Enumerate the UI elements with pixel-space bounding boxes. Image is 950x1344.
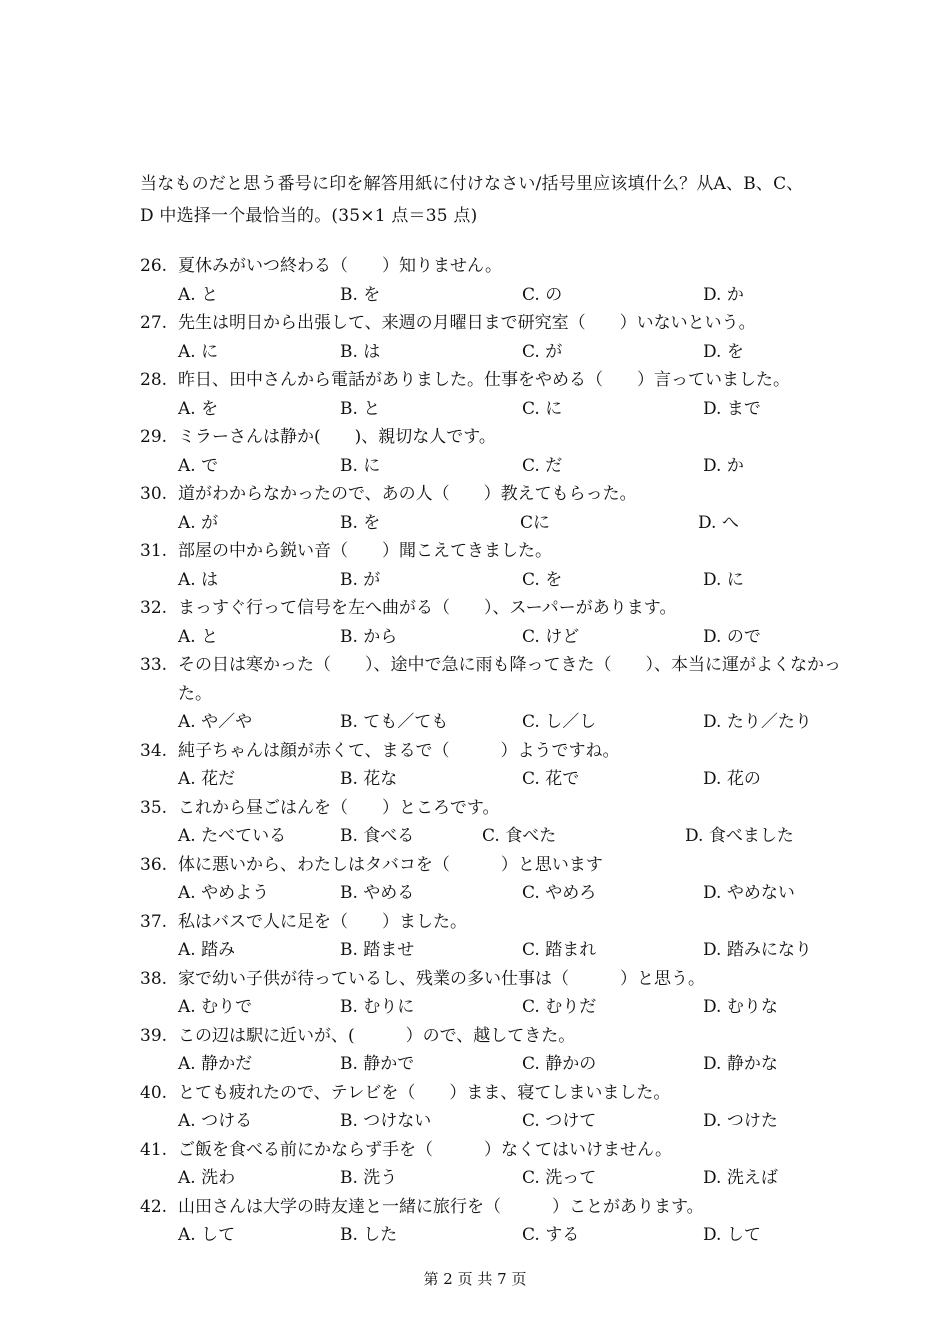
question-text: 先生は明日から出張して、来週の月曜日まで研究室（ ）いないという。 — [178, 313, 756, 333]
answer-option-c: C. 花で — [522, 769, 580, 789]
answer-option-c: C. けど — [522, 626, 580, 647]
question-text: 家で幼い子供が待っているし、残業の多い仕事は（ ）と思う。 — [178, 968, 705, 989]
answer-option-c: C. 食べた — [482, 826, 557, 846]
question-stem — [140, 908, 860, 937]
question-text: 昨日、田中さんから電話がありました。仕事をやめる（ ）言っていました。 — [178, 370, 790, 390]
question-text: ミラーさんは静か( )、親切な人です。 — [178, 427, 496, 447]
question-stem — [140, 252, 860, 281]
question-item — [140, 1022, 860, 1079]
question-list — [140, 252, 860, 1250]
answer-option-b: B. に — [340, 455, 381, 476]
answer-option-d: D. 花の — [703, 769, 761, 789]
answer-option-b: B. から — [340, 626, 398, 647]
answer-option-d: D. ので — [703, 626, 761, 647]
answer-options — [140, 1221, 860, 1250]
answer-option-a: A. や／や — [178, 712, 253, 732]
question-number: 26. — [140, 256, 168, 276]
answer-option-c: Cに — [520, 512, 551, 533]
question-item — [140, 594, 860, 651]
answer-options — [140, 452, 860, 481]
instructions — [140, 168, 860, 232]
answer-options — [140, 879, 860, 908]
answer-option-c: C. し／し — [522, 712, 597, 732]
answer-option-b: B. が — [340, 569, 381, 590]
answer-option-d: D. 踏みになり — [703, 940, 812, 960]
question-text: 体に悪いから、わたしはタバコを（ ）と思います — [178, 854, 603, 875]
question-item — [140, 537, 860, 594]
question-item — [140, 1079, 860, 1136]
answer-options — [140, 1164, 860, 1193]
question-item — [140, 423, 860, 480]
answer-option-d: D. を — [703, 341, 744, 362]
question-text: 夏休みがいつ終わる（ ）知りません。 — [178, 256, 503, 276]
question-stem — [140, 1022, 860, 1051]
answer-option-c: C. だ — [522, 455, 563, 476]
answer-option-c: C. つけて — [522, 1111, 597, 1131]
answer-options — [140, 281, 860, 310]
question-number: 37. — [140, 911, 168, 932]
answer-option-c: C. に — [522, 398, 563, 419]
answer-option-a: A. やめよう — [178, 883, 270, 903]
question-number: 34. — [140, 740, 168, 761]
answer-option-c: C. 洗って — [522, 1168, 597, 1188]
answer-option-a: A. 洗わ — [178, 1168, 236, 1188]
instructions-line-2: D 中选择一个最恰当的。(35×1 点＝35 点) — [140, 206, 478, 226]
answer-options — [140, 1107, 860, 1136]
question-item — [140, 252, 860, 309]
answer-option-a: A. 花だ — [178, 769, 236, 789]
question-stem — [140, 366, 860, 395]
answer-option-a: A. むりで — [178, 997, 253, 1017]
answer-option-a: A. に — [178, 341, 219, 362]
question-number: 33. — [140, 655, 168, 675]
answer-option-d: D. か — [703, 284, 744, 305]
question-text: とても疲れたので、テレビを（ ）まま、寝てしまいました。 — [178, 1082, 671, 1103]
question-text: 私はバスで人に足を（ ）ました。 — [178, 911, 467, 932]
answer-option-d: D. むりな — [703, 997, 778, 1017]
question-number: 39. — [140, 1025, 168, 1046]
answer-options — [140, 765, 860, 794]
answer-option-a: A. たべている — [178, 826, 287, 846]
question-item — [140, 1136, 860, 1193]
answer-option-c: C. 静かの — [522, 1054, 597, 1074]
answer-option-a: A. を — [178, 398, 219, 419]
answer-option-a: A. が — [178, 512, 219, 533]
answer-option-b: B. は — [340, 341, 381, 362]
answer-option-b: B. むりに — [340, 997, 415, 1017]
question-number: 41. — [140, 1139, 168, 1160]
answer-option-d: D. へ — [698, 512, 739, 533]
answer-option-b: B. と — [340, 398, 381, 419]
question-number: 27. — [140, 313, 168, 333]
answer-options — [140, 708, 860, 737]
question-stem — [140, 594, 860, 623]
question-text: ご飯を食べる前にかならず手を（ ）なくてはいけません。 — [178, 1139, 673, 1160]
question-item — [140, 737, 860, 794]
question-number: 42. — [140, 1196, 168, 1217]
answer-options — [140, 1050, 860, 1079]
answer-option-d: D. やめない — [703, 883, 795, 903]
question-item — [140, 794, 860, 851]
answer-option-a: A. つける — [178, 1111, 253, 1131]
answer-option-d: D. 静かな — [703, 1054, 778, 1074]
answer-option-c: C. むりだ — [522, 997, 597, 1017]
answer-option-d: D. して — [703, 1225, 761, 1245]
question-number: 29. — [140, 427, 168, 447]
answer-options — [140, 623, 860, 652]
answer-option-b: B. 踏ませ — [340, 940, 415, 960]
answer-option-a: A. と — [178, 284, 219, 305]
question-text: これから昼ごはんを（ ）ところです。 — [178, 797, 500, 818]
question-text: 道がわからなかったので、あの人（ ）教えてもらった。 — [178, 484, 637, 504]
answer-option-a: A. 静かだ — [178, 1054, 253, 1074]
answer-options — [140, 822, 860, 851]
question-stem — [140, 423, 860, 452]
question-item — [140, 1193, 860, 1250]
answer-option-d: D. まで — [703, 398, 761, 419]
answer-option-b: B. 洗う — [340, 1168, 398, 1188]
question-number: 38. — [140, 968, 168, 989]
question-stem — [140, 480, 860, 509]
answer-option-c: C. 踏まれ — [522, 940, 597, 960]
question-number: 31. — [140, 541, 168, 561]
question-text: 純子ちゃんは顔が赤くて、まるで（ ）ようですね。 — [178, 740, 620, 761]
answer-options — [140, 936, 860, 965]
answer-option-b: B. 食べる — [340, 826, 415, 846]
question-stem — [140, 309, 860, 338]
answer-options — [140, 338, 860, 367]
question-text: 山田さんは大学の時友達と一緒に旅行を（ ）ことがあります。 — [178, 1196, 704, 1217]
answer-option-c: C. する — [522, 1225, 580, 1245]
question-item — [140, 309, 860, 366]
answer-option-b: B. やめる — [340, 883, 415, 903]
answer-option-a: A. して — [178, 1225, 236, 1245]
answer-option-b: B. した — [340, 1225, 398, 1245]
answer-option-d: D. に — [703, 569, 744, 590]
answer-option-b: B. つけない — [340, 1111, 432, 1131]
question-number: 32. — [140, 598, 168, 618]
question-number: 30. — [140, 484, 168, 504]
answer-options — [140, 509, 860, 538]
question-stem — [140, 794, 860, 823]
question-item — [140, 651, 860, 737]
question-stem — [140, 1136, 860, 1165]
answer-option-d: D. つけた — [703, 1111, 778, 1131]
question-number: 35. — [140, 797, 168, 818]
answer-option-a: A. と — [178, 626, 219, 647]
answer-options — [140, 566, 860, 595]
answer-option-d: D. たり／たり — [703, 712, 812, 732]
question-stem — [140, 1079, 860, 1108]
question-stem — [140, 737, 860, 766]
answer-options — [140, 993, 860, 1022]
question-item — [140, 366, 860, 423]
question-text: その日は寒かった（ ）、途中で急に雨も降ってきた（ ）、本当に運がよくなかった。 — [178, 655, 841, 704]
question-text: 部屋の中から鋭い音（ ）聞こえてきました。 — [178, 541, 552, 561]
question-number: 40. — [140, 1082, 168, 1103]
answer-option-d: D. 食べました — [685, 826, 794, 846]
question-item — [140, 851, 860, 908]
question-item — [140, 908, 860, 965]
answer-option-b: B. 静かで — [340, 1054, 415, 1074]
answer-options — [140, 395, 860, 424]
answer-option-c: C. が — [522, 341, 563, 362]
answer-option-c: C. の — [522, 284, 563, 305]
answer-option-b: B. を — [340, 512, 381, 533]
answer-option-a: A. 踏み — [178, 940, 236, 960]
question-number: 36. — [140, 854, 168, 875]
answer-option-d: D. 洗えば — [703, 1168, 778, 1188]
instructions-line-1: 当なものだと思う番号に印を解答用紙に付けなさい/括号里应该填什么？从A、B、C、 — [140, 174, 804, 194]
question-text: この辺は駅に近いが、( ）ので、越してきた。 — [178, 1025, 576, 1046]
page-footer: 第 2 页 共 7 页 — [423, 1270, 527, 1288]
question-text: まっすぐ行って信号を左へ曲がる（ ）、スーパーがあります。 — [178, 598, 677, 618]
answer-option-c: C. やめろ — [522, 883, 597, 903]
question-number: 28. — [140, 370, 168, 390]
answer-option-a: A. は — [178, 569, 219, 590]
answer-option-d: D. か — [703, 455, 744, 476]
answer-option-a: A. で — [178, 455, 219, 476]
question-stem — [140, 1193, 860, 1222]
answer-option-b: B. ても／ても — [340, 712, 449, 732]
question-item — [140, 480, 860, 537]
answer-option-b: B. 花な — [340, 769, 398, 789]
answer-option-c: C. を — [522, 569, 563, 590]
question-stem — [140, 651, 860, 708]
question-stem — [140, 851, 860, 880]
question-stem — [140, 537, 860, 566]
question-stem — [140, 965, 860, 994]
question-item — [140, 965, 860, 1022]
answer-option-b: B. を — [340, 284, 381, 305]
